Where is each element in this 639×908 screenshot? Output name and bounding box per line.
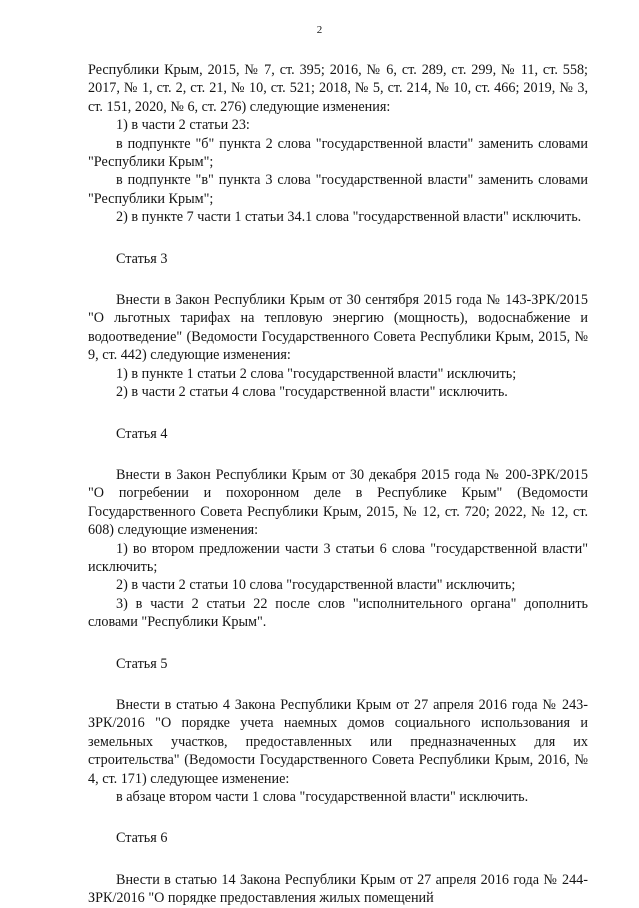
article-heading: Статья 5: [116, 655, 168, 672]
paragraph-item: в абзаце втором части 1 слова "государственной власти" исключить.: [116, 789, 529, 805]
paragraph-item: 1) в пункте 1 статьи 2 слова "государственной власти" исключить;: [116, 365, 517, 382]
article-heading: Статья 4: [116, 425, 168, 442]
document-body: [88, 61, 588, 908]
paragraph-item: 2) в части 2 статьи 4 слова "государственной власти" исключить.: [116, 384, 508, 401]
paragraph-intro: Внести в Закон Республики Крым от 30 сентября 2015 года № 143-ЗРК/2015 "О льготных тарифах на тепловую энергию (мощность), водоснабжение и водоотведение" (Ведомости Государственного Совета Республики Крым, 2015, № 9, ст. 442) следующие изменения:: [88, 292, 588, 364]
paragraph-item: в подпункте "б" пункта 2 слова "государственной власти" заменить словами "Республики Крым";: [88, 135, 588, 171]
paragraph-item: 1) в части 2 статьи 23:: [116, 117, 250, 134]
paragraph-item: 2) в части 2 статьи 10 слова "государственной власти" исключить;: [116, 577, 516, 594]
paragraph-item: 2) в пункте 7 части 1 статьи 34.1 слова "государственной власти" исключить.: [116, 209, 582, 226]
paragraph-intro: Внести в статью 14 Закона Республики Крым от 27 апреля 2016 года № 244-ЗРК/2016 "О порядке предоставления жилых помещений: [88, 871, 588, 907]
paragraph-intro: Внести в статью 4 Закона Республики Крым от 27 апреля 2016 года № 243-ЗРК/2016 "О порядке учета наемных домов социального использования и земельных участков, предоставленных или предназначенных для их строительства" (Ведомости Государственного Совета Республики Крым, 2016, № 4, ст. 171) следующее изменение:: [88, 696, 588, 787]
paragraph-item: 3) в части 2 статьи 22 после слов "исполнительного органа" дополнить словами "Республики Крым".: [88, 595, 588, 631]
article-heading: Статья 3: [116, 250, 168, 267]
paragraph-item: в подпункте "в" пункта 3 слова "государственной власти" заменить словами "Республики Крым";: [88, 172, 588, 207]
article-heading: Статья 6: [116, 830, 168, 847]
paragraph-continuation: Республики Крым, 2015, № 7, ст. 395; 2016, № 6, ст. 289, ст. 299, № 11, ст. 558; 2017, № 1, ст. 2, ст. 21, № 10, ст. 521; 2018, № 5, ст. 214, № 10, ст. 466; 2019, № 3, ст. 151, 2020, № 6, ст. 276) следующие изменения:: [88, 62, 588, 115]
page-number: 2: [316, 24, 323, 36]
paragraph-intro: Внести в Закон Республики Крым от 30 декабря 2015 года № 200-ЗРК/2015 "О погребении и похоронном деле в Республике Крым" (Ведомости Государственного Совета Республики Крым, 2015, № 12, ст. 720; 2022, № 12, ст. 608) следующие изменения:: [88, 466, 588, 539]
paragraph-item: 1) во втором предложении части 3 статьи 6 слова "государственной власти" исключить;: [88, 540, 588, 575]
